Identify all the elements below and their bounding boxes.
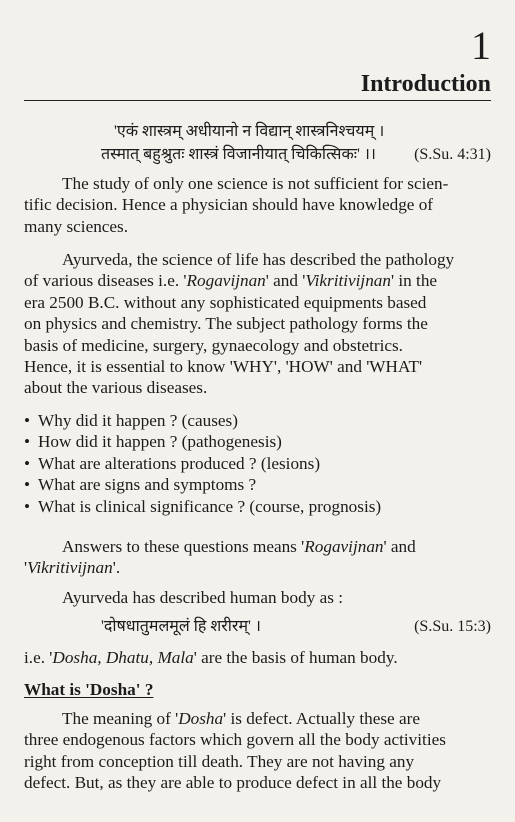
term-rogavijnan: Rogavijnan xyxy=(304,537,384,556)
list-item: • How did it happen ? (pathogenesis) xyxy=(24,431,491,452)
question-list xyxy=(24,410,491,517)
paragraph-2-line: of various diseases i.e. 'Rogavijnan' and 'Vikritivijnan' in the xyxy=(24,271,438,291)
paragraph-2-line: Ayurveda, the science of life has described the pathology xyxy=(62,250,455,269)
list-item: • Why did it happen ? (causes) xyxy=(24,410,491,431)
verse-1-line-2: तस्मात् बहुश्रुतः शास्त्रं विजानीयात् चिकित्सिकः' ।। xyxy=(101,146,376,163)
chapter-title: Introduction xyxy=(360,71,491,97)
verse-2-line: 'दोषधातुमलमूलं हि शरीरम्' । xyxy=(101,618,261,635)
paragraph-4: Ayurveda has described human body as : xyxy=(62,588,343,607)
paragraph-6-line: right from conception till death. They are not having any xyxy=(24,751,415,771)
paragraph-6-line: three endogenous factors which govern all the body activities xyxy=(24,730,446,750)
verse-1-line-1: 'एकं शास्त्रम् अधीयानो न विद्यान् शास्त्रनिश्चयम् । xyxy=(114,123,385,140)
paragraph-1-line: The study of only one science is not sufficient for scien- xyxy=(62,174,449,193)
paragraph-1 xyxy=(24,173,491,237)
paragraph-1-line: tific decision. Hence a physician should have knowledge of xyxy=(24,195,434,215)
section-heading: What is 'Dosha' ? xyxy=(24,680,154,699)
paragraph-6: The meaning of 'Dosha' is defect. Actually these are three endogenous factors which govern all the body activities right from conception till death. They are not having any defect. But, as they are able to produce defect in all the body xyxy=(24,708,491,794)
chapter-number: 1 xyxy=(471,23,491,68)
chapter-title-rule xyxy=(24,100,491,101)
paragraph-2-line: Hence, it is essential to know 'WHY', 'HOW' and 'WHAT' xyxy=(24,357,423,377)
list-item: • What are signs and symptoms ? xyxy=(24,474,491,495)
paragraph-3: Answers to these questions means 'Rogavijnan' and 'Vikritivijnan'. xyxy=(24,537,416,578)
paragraph-5: i.e. 'Dosha, Dhatu, Mala' are the basis of human body. xyxy=(24,648,398,667)
term-dosha: Dosha xyxy=(178,709,224,728)
paragraph-2-line: about the various diseases. xyxy=(24,378,208,398)
paragraph-2 xyxy=(24,249,491,399)
paragraph-2-line: era 2500 B.C. without any sophisticated equipments based xyxy=(24,292,427,312)
list-item: • What is clinical significance ? (course, prognosis) xyxy=(24,496,491,517)
term-rogavijnan: Rogavijnan xyxy=(186,271,266,291)
list-item: • What are alterations produced ? (lesions) xyxy=(24,453,491,474)
paragraph-1-line: many sciences. xyxy=(24,216,129,236)
paragraph-2-line: basis of medicine, surgery, gynaecology and obstetrics. xyxy=(24,335,403,355)
paragraph-6-line: defect. But, as they are able to produce defect in all the body xyxy=(24,773,442,793)
term-vikritivijnan: Vikritivijnan xyxy=(305,271,391,291)
term-dosha-dhatu-mala: Dosha, Dhatu, Mala xyxy=(52,648,194,667)
verse-2-reference: (S.Su. 15:3) xyxy=(414,618,491,635)
term-vikritivijnan: Vikritivijnan xyxy=(27,558,113,578)
paragraph-2-line: on physics and chemistry. The subject pathology forms the xyxy=(24,314,428,334)
verse-1-reference: (S.Su. 4:31) xyxy=(414,146,491,163)
